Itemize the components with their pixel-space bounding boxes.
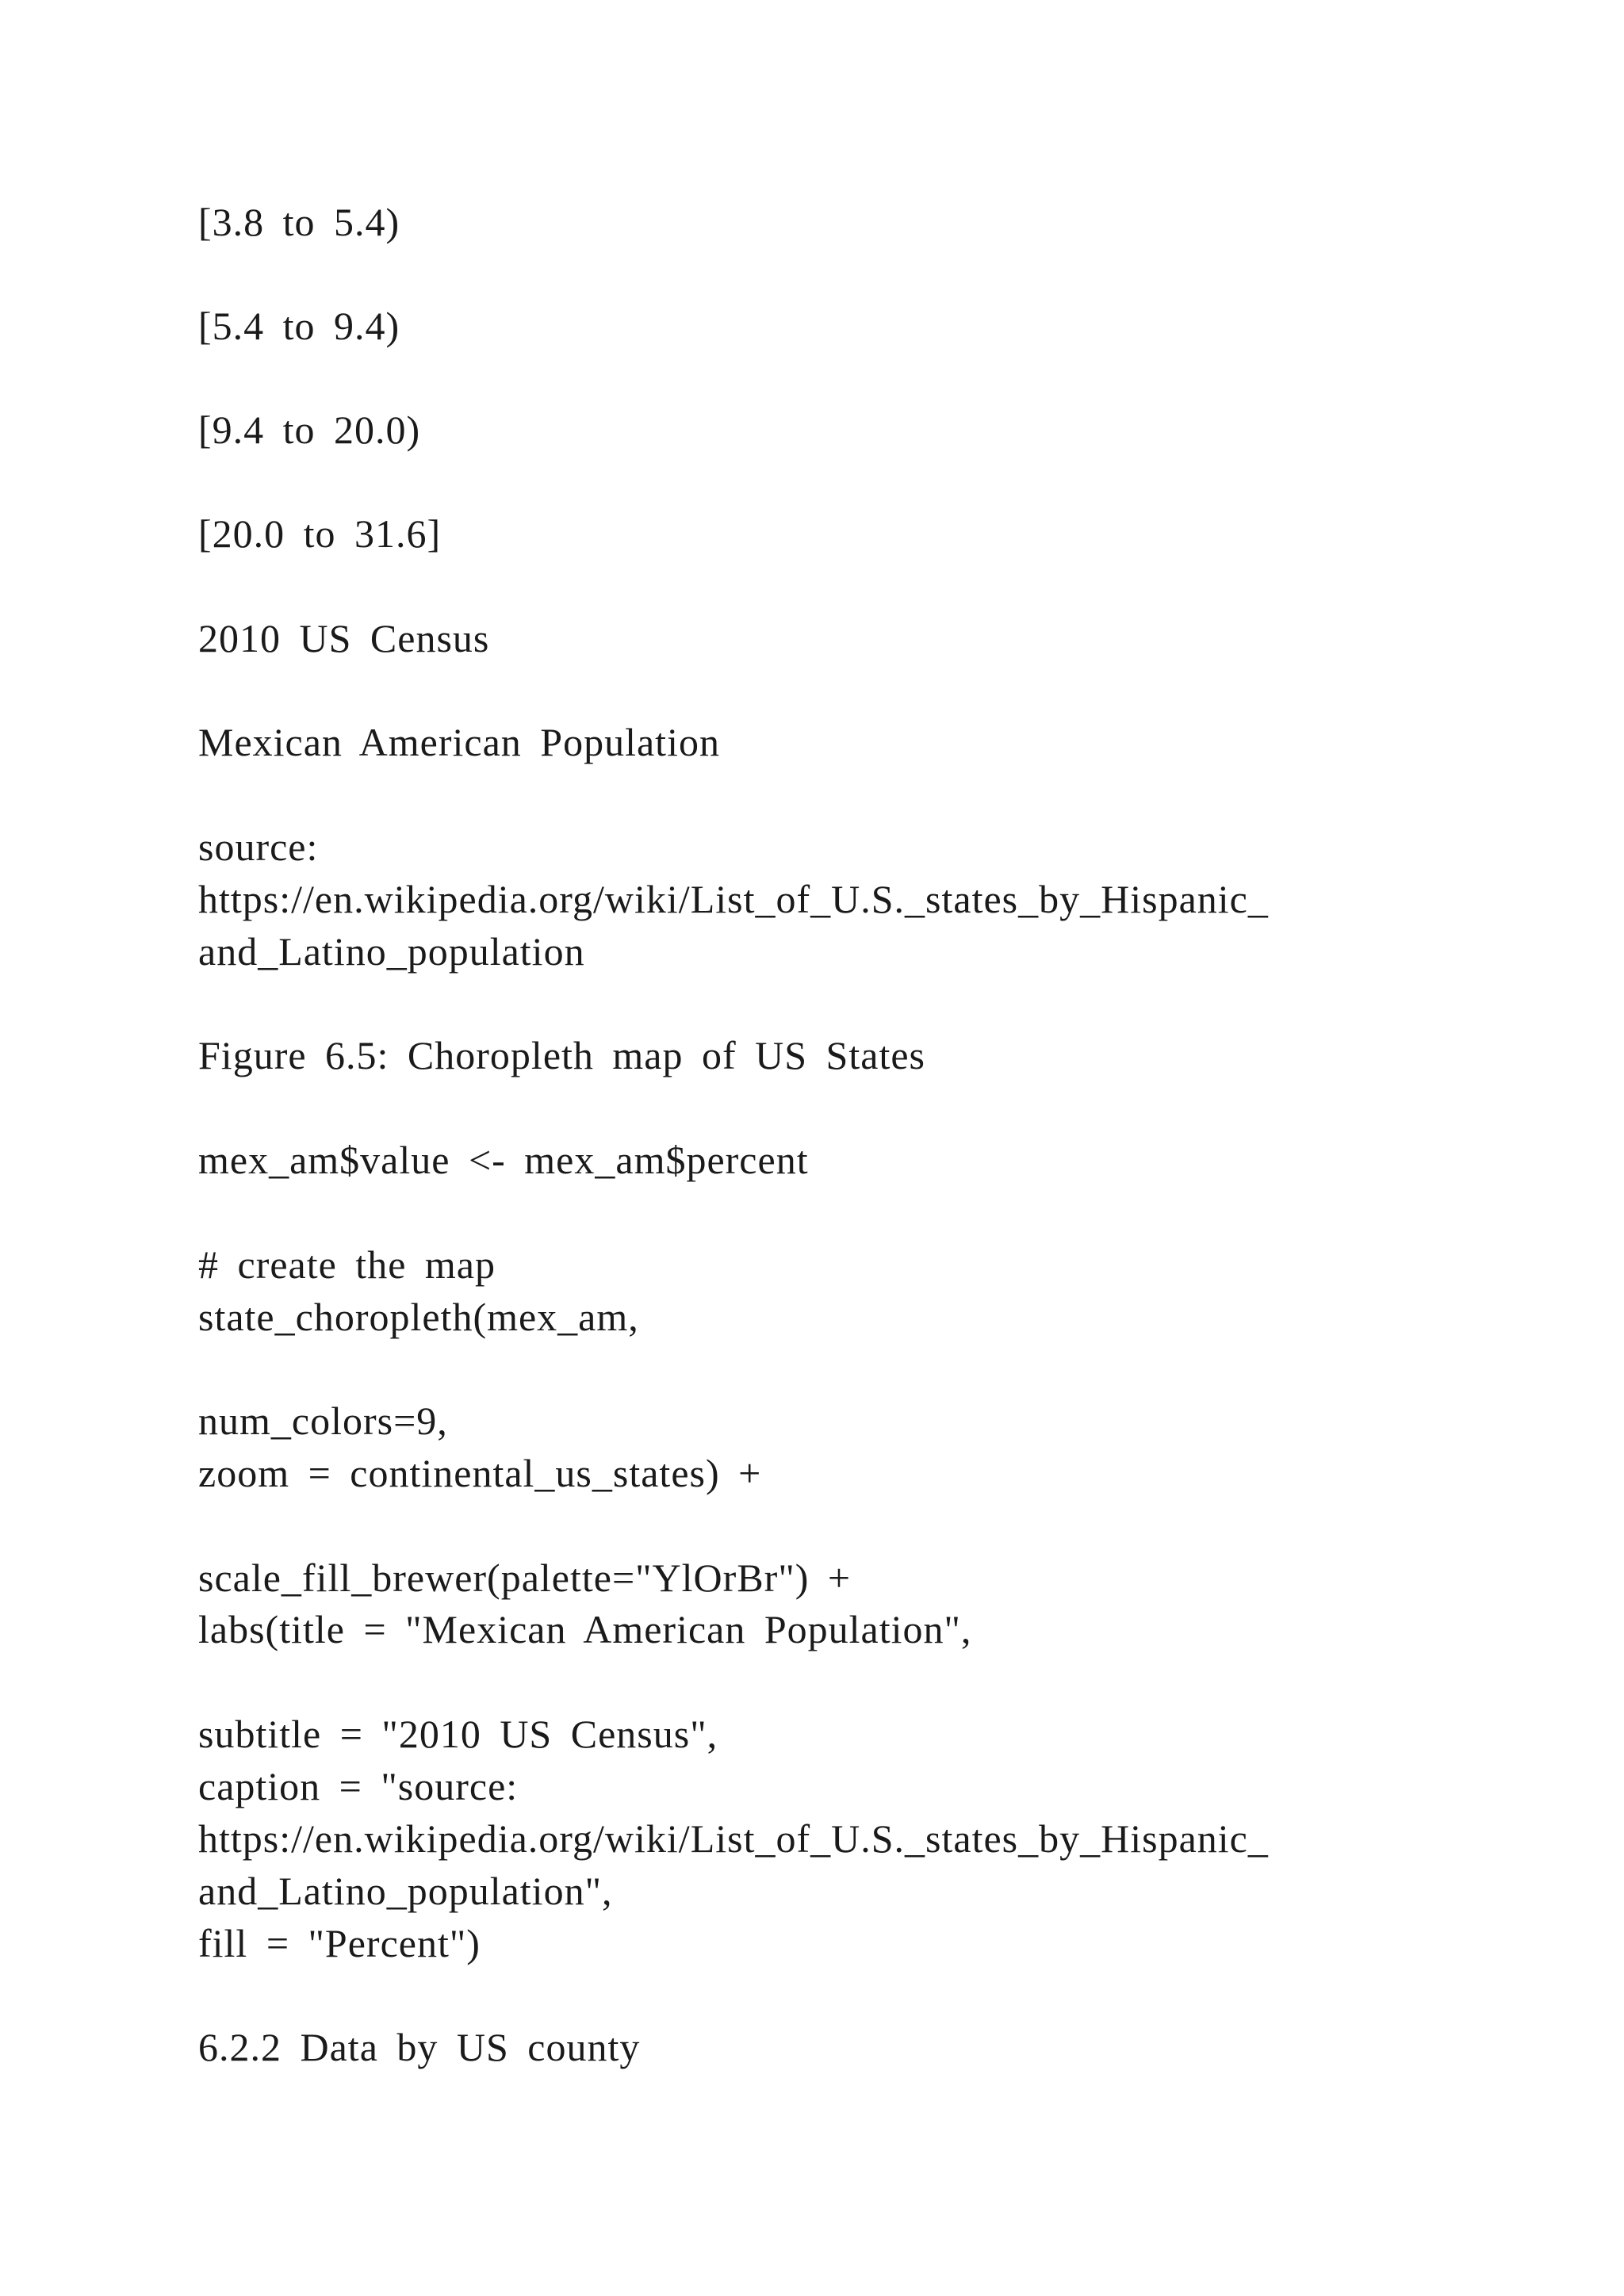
caption-label: source: [198,825,319,869]
code-zoom-line: zoom = continental_us_states) + [198,1451,762,1495]
section-heading: 6.2.2 Data by US county [198,2025,641,2069]
code-labs-subtitle-line: subtitle = "2010 US Census", [198,1712,718,1756]
map-title: Mexican American Population [198,720,720,764]
code-labs-fill-line: fill = "Percent") [198,1921,481,1965]
caption-url-line-2: and_Latino_population [198,929,585,974]
legend-bin-1: [3.8 to 5.4) [198,200,400,244]
code-scale-line: scale_fill_brewer(palette="YlOrBr") + [198,1556,852,1600]
code-labs-caption-line: caption = "source: [198,1764,519,1808]
map-subtitle: 2010 US Census [198,616,490,660]
legend-bin-3: [9.4 to 20.0) [198,408,421,452]
code-labs-url-line-1: https://en.wikipedia.org/wiki/List_of_U.S._states_by_Hispanic_ [198,1816,1269,1861]
code-call-start-line: state_choropleth(mex_am, [198,1295,639,1339]
code-labs-url-line-2: and_Latino_population", [198,1869,613,1913]
legend-bin-2: [5.4 to 9.4) [198,304,400,348]
code-num-colors-line: num_colors=9, [198,1399,448,1443]
code-labs-title-line: labs(title = "Mexican American Population", [198,1607,972,1651]
code-comment-line: # create the map [198,1242,496,1287]
figure-caption: Figure 6.5: Choropleth map of US States [198,1033,925,1077]
caption-url-line-1: https://en.wikipedia.org/wiki/List_of_U.S._states_by_Hispanic_ [198,877,1269,921]
code-assign-line: mex_am$value <- mex_am$percent [198,1138,809,1182]
legend-bin-4: [20.0 to 31.6] [198,511,442,556]
